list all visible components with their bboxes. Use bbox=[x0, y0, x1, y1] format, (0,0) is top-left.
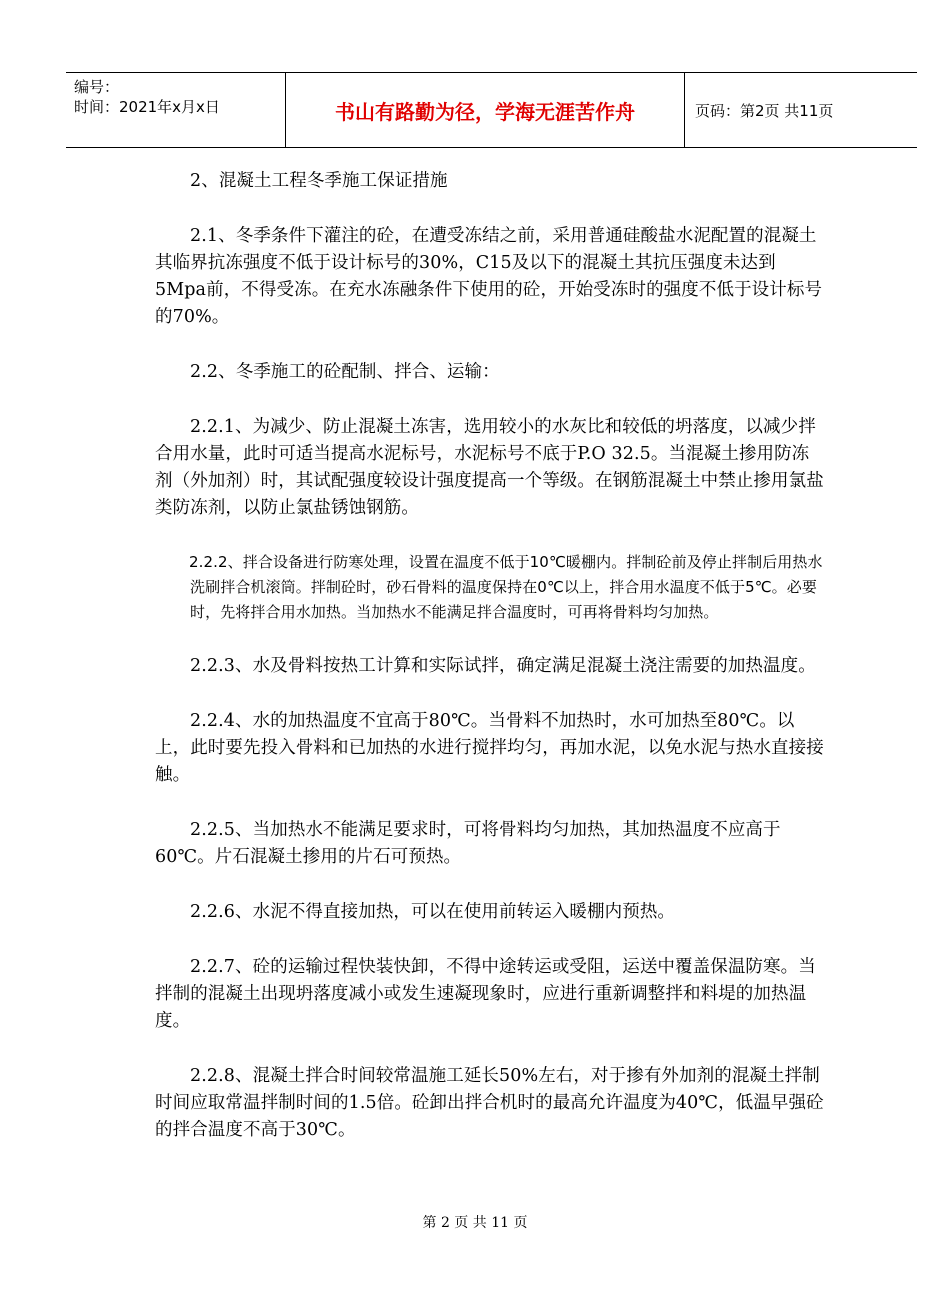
paragraph-2-2-1: 2.2.1、为减少、防止混凝土冻害，选用较小的水灰比和较低的坍落度，以减少拌合用水量，此时可适当提高水泥标号，水泥标号不底于P.O 32.5。当混凝土掺用防冻剂（外加剂）时，其试配强度较设计强度提高一个等级。在钢筋混凝土中禁止掺用氯盐类防冻剂，以防止氯盐锈蚀钢筋。 bbox=[155, 417, 824, 518]
paragraph-2-2-3: 2.2.3、水及骨料按热工计算和实际试拌，确定满足混凝土浇注需要的加热温度。 bbox=[190, 656, 816, 676]
paragraph-2-2-5: 2.2.5、当加热水不能满足要求时，可将骨料均匀加热，其加热温度不应高于60℃。片石混凝土掺用的片石可预热。 bbox=[155, 820, 781, 867]
document-number-label: 编号： bbox=[74, 78, 120, 96]
page-footer: 第 2 页 共 11 页 bbox=[422, 1215, 528, 1231]
paragraph-2-2-8: 2.2.8、混凝土拌合时间较常温施工延长50%左右，对于掺有外加剂的混凝土拌制时间应取常温拌制时间的1.5倍。砼卸出拌合机时的最高允许温度为40℃，低温早强砼的拌合温度不高于30℃。 bbox=[155, 1066, 824, 1140]
paragraph-2-2-2: 2.2.2、拌合设备进行防寒处理，设置在温度不低于10℃暖棚内。拌制砼前及停止拌制后用热水洗刷拌合机滚筒。拌制砼时，砂石骨料的温度保持在0℃以上，拌合用水温度不低于5℃。必要时，先将拌合用水加热。当加热水不能满足拌合温度时，可再将骨料均匀加热。 bbox=[189, 553, 823, 621]
header-page-info: 页码：第2页 共11页 bbox=[695, 101, 834, 120]
paragraph-2-1: 2.1、冬季条件下灌注的砼，在遭受冻结之前，采用普通硅酸盐水泥配置的混凝土其临界抗冻强度不低于设计标号的30%，C15及以下的混凝土其抗压强度未达到5Mpa前，不得受冻。在充水冻融条件下使用的砼，开始受冻时的强度不低于设计标号的70%。 bbox=[155, 226, 823, 327]
paragraph-2-2: 2.2、冬季施工的砼配制、拌合、运输： bbox=[190, 362, 500, 382]
document-time-label: 时间：2021年x月x日 bbox=[74, 98, 220, 116]
section-heading: 2、混凝土工程冬季施工保证措施 bbox=[190, 171, 448, 191]
header-meta bbox=[66, 73, 285, 147]
page-header bbox=[66, 72, 917, 148]
paragraph-2-2-4: 2.2.4、水的加热温度不宜高于80℃。当骨料不加热时，水可加热至80℃。以上，此时要先投入骨料和已加热的水进行搅拌均匀，再加水泥，以免水泥与热水直接接触。 bbox=[155, 711, 824, 785]
document-body bbox=[155, 168, 825, 1172]
paragraph-2-2-6: 2.2.6、水泥不得直接加热，可以在使用前转运入暖棚内预热。 bbox=[190, 902, 676, 922]
paragraph-2-2-7: 2.2.7、砼的运输过程快装快卸，不得中途转运或受阻，运送中覆盖保温防寒。当拌制的混凝土出现坍落度减小或发生速凝现象时，应进行重新调整拌和料堤的加热温度。 bbox=[155, 957, 816, 1031]
header-motto: 书山有路勤为径，学海无涯苦作舟 bbox=[285, 73, 685, 147]
